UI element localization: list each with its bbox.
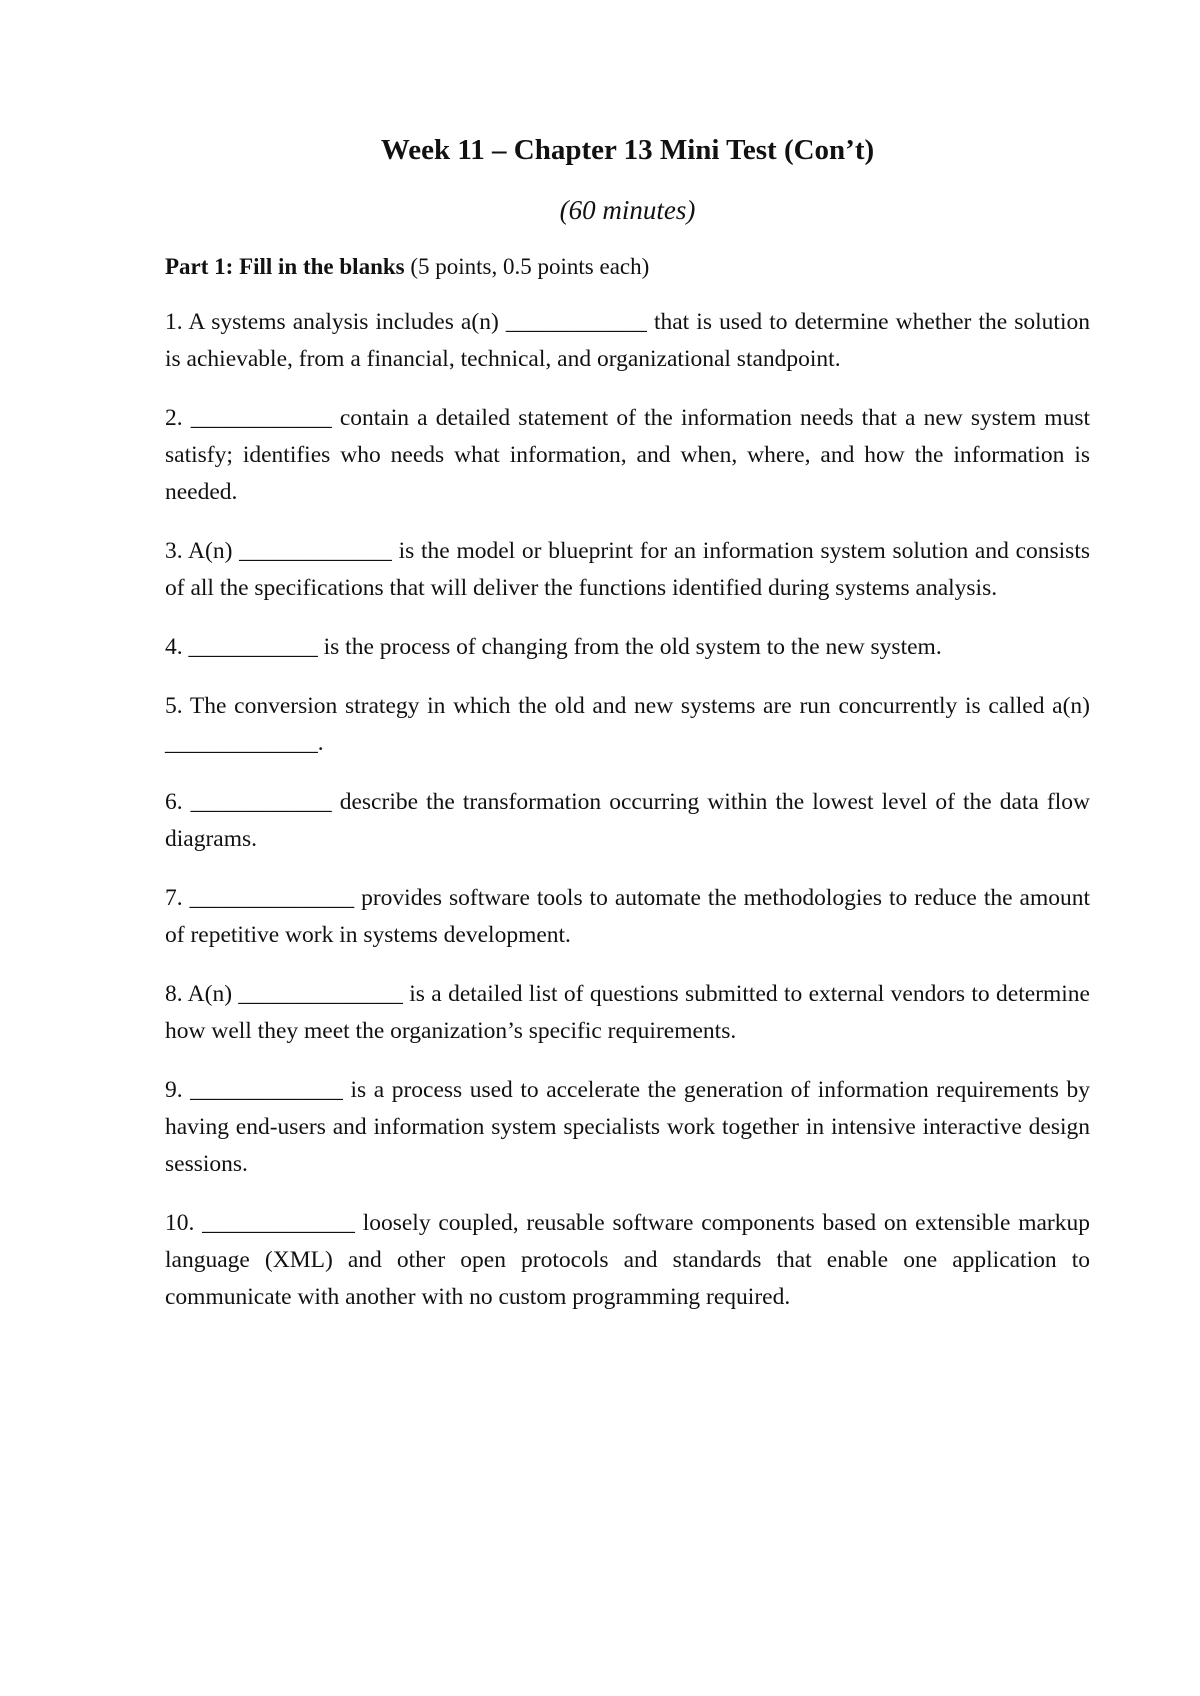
question-7: 7. ______________ provides software tools to automate the methodologies to reduce the amount of repetitive work in systems development. [165,885,1090,948]
question-10: 10. _____________ loosely coupled, reusable software components based on extensible markup language (XML) and other open protocols and standards that enable one application to communicate with another with no custom programming required. [165,1210,1090,1310]
question-9: 9. _____________ is a process used to accelerate the generation of information requirements by having end-users and information system specialists work together in intensive interactive design sessions. [165,1077,1090,1177]
question-list [165,304,1090,1316]
document-page [165,130,1090,1316]
part-heading [165,250,1090,284]
question-2: 2. ____________ contain a detailed statement of the information needs that a new system must satisfy; identifies who needs what information, and when, where, and how the information is needed. [165,405,1090,505]
question-1: 1. A systems analysis includes a(n) ____________ that is used to determine whether the solution is achievable, from a financial, technical, and organizational standpoint. [165,309,1090,372]
question-4: 4. ___________ is the process of changing from the old system to the new system. [165,634,942,660]
question-3: 3. A(n) _____________ is the model or blueprint for an information system solution and consists of all the specifications that will deliver the functions identified during systems analysis. [165,538,1090,601]
page-title [165,130,1090,170]
question-6: 6. ____________ describe the transformation occurring within the lowest level of the data flow diagrams. [165,789,1090,852]
title-main: Week 11 – Chapter 13 Mini Test [380,134,777,166]
part-label: Part 1: Fill in the blanks [165,254,405,279]
part-points: (5 points, 0.5 points each) [410,254,650,279]
question-8: 8. A(n) ______________ is a detailed list of questions submitted to external vendors to determine how well they meet the organization’s specific requirements. [165,981,1090,1044]
question-5: 5. The conversion strategy in which the old and new systems are run concurrently is called a(n) _____________. [165,693,1090,756]
duration-subtitle: (60 minutes) [559,195,696,225]
title-suffix: (Con’t) [783,134,875,166]
